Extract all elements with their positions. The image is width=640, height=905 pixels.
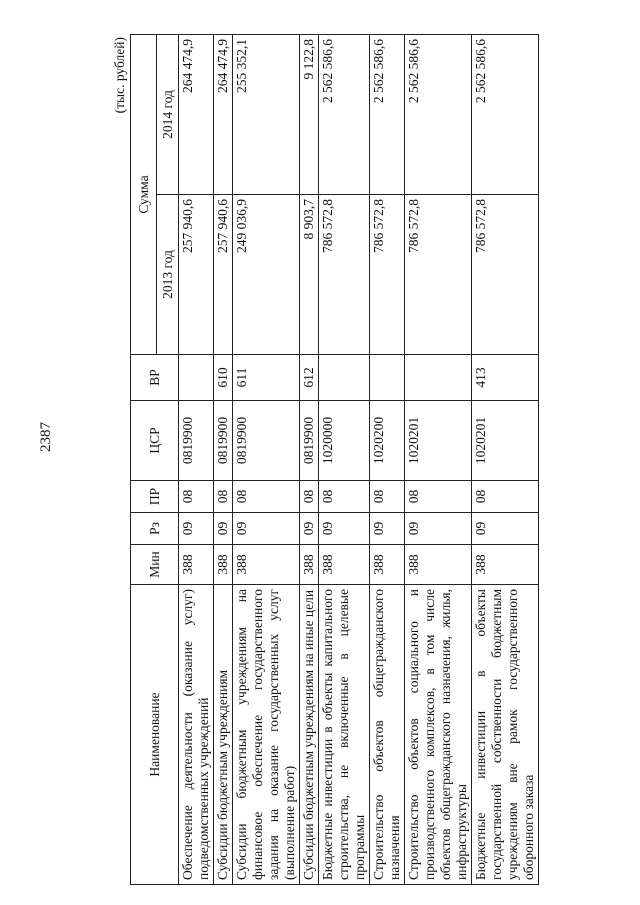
row-sum-2013: 257 940,6 <box>179 195 214 355</box>
row-min: 388 <box>405 545 472 585</box>
units-label: (тыс. рублей) <box>112 37 127 114</box>
row-min: 388 <box>370 545 405 585</box>
row-sum-2013: 249 036,9 <box>233 195 300 355</box>
row-sum-2014: 2 562 586,6 <box>370 34 405 194</box>
table-row <box>472 34 539 884</box>
table-row <box>319 34 370 884</box>
row-sum-2014: 2 562 586,6 <box>405 34 472 194</box>
table-row <box>233 34 300 884</box>
row-csr: 0819900 <box>233 401 300 481</box>
row-sum-2013: 786 572,8 <box>472 195 539 355</box>
row-pr: 08 <box>233 481 300 513</box>
row-sum-2013: 8 903,7 <box>300 195 319 355</box>
row-min: 388 <box>214 545 233 585</box>
row-name: Строительство объектов социального и производственного комплексов, в том числе объектов общегражданского назначения, жилья, инфраструктуры <box>405 585 472 885</box>
row-name: Субсидии бюджетным учреждениям на иные цели <box>300 585 319 885</box>
row-pr: 08 <box>214 481 233 513</box>
row-sum-2013: 257 940,6 <box>214 195 233 355</box>
row-csr: 1020200 <box>370 401 405 481</box>
row-vr <box>370 355 405 401</box>
row-pr: 08 <box>472 481 539 513</box>
table-row <box>214 34 233 884</box>
row-vr: 413 <box>472 355 539 401</box>
row-sum-2013: 786 572,8 <box>370 195 405 355</box>
row-rz: 09 <box>233 513 300 545</box>
row-rz: 09 <box>370 513 405 545</box>
row-sum-2014: 2 562 586,6 <box>472 34 539 194</box>
row-vr <box>179 355 214 401</box>
table-row <box>300 34 319 884</box>
row-pr: 08 <box>319 481 370 513</box>
row-rz: 09 <box>179 513 214 545</box>
row-vr <box>405 355 472 401</box>
row-name: Бюджетные инвестиции в объекты государственной собственности бюджетным учреждениям вне рамок государственного оборонного заказа <box>472 585 539 885</box>
header-rz: Рз <box>131 513 179 545</box>
header-year-2013: 2013 год <box>157 195 179 355</box>
rotated-page-content <box>110 35 539 885</box>
row-vr: 610 <box>214 355 233 401</box>
budget-table <box>130 34 539 885</box>
row-vr <box>319 355 370 401</box>
row-pr: 08 <box>370 481 405 513</box>
header-year-2014: 2014 год <box>157 34 179 194</box>
row-sum-2014: 9 122,8 <box>300 34 319 194</box>
row-pr: 08 <box>405 481 472 513</box>
table-row <box>370 34 405 884</box>
row-rz: 09 <box>405 513 472 545</box>
row-vr: 611 <box>233 355 300 401</box>
row-csr: 0819900 <box>179 401 214 481</box>
row-csr: 0819900 <box>300 401 319 481</box>
row-name: Субсидии бюджетным учреждениям <box>214 585 233 885</box>
header-min: Мин <box>131 545 179 585</box>
row-min: 388 <box>472 545 539 585</box>
row-csr: 1020201 <box>472 401 539 481</box>
row-rz: 09 <box>472 513 539 545</box>
header-pr: ПР <box>131 481 179 513</box>
row-sum-2014: 264 474,9 <box>179 34 214 194</box>
row-min: 388 <box>179 545 214 585</box>
row-csr: 1020201 <box>405 401 472 481</box>
header-name: Наименование <box>131 585 179 885</box>
row-sum-2013: 786 572,8 <box>319 195 370 355</box>
row-name: Строительство объектов общегражданского назначения <box>370 585 405 885</box>
row-name: Субсидии бюджетным учреждениям на финансовое обеспечение государственного задания на оказание государственных услуг (выполнение работ) <box>233 585 300 885</box>
row-sum-2013: 786 572,8 <box>405 195 472 355</box>
row-name: Обеспечение деятельности (оказание услуг) подведомственных учреждений <box>179 585 214 885</box>
page-number: 2387 <box>38 422 54 452</box>
row-rz: 09 <box>214 513 233 545</box>
header-vr: ВР <box>131 355 179 401</box>
row-csr: 0819900 <box>214 401 233 481</box>
table-row <box>405 34 472 884</box>
row-sum-2014: 2 562 586,6 <box>319 34 370 194</box>
header-csr: ЦСР <box>131 401 179 481</box>
row-csr: 1020000 <box>319 401 370 481</box>
header-sum: Сумма <box>131 34 157 354</box>
row-pr: 08 <box>300 481 319 513</box>
row-vr: 612 <box>300 355 319 401</box>
row-rz: 09 <box>319 513 370 545</box>
row-sum-2014: 264 474,9 <box>214 34 233 194</box>
row-min: 388 <box>300 545 319 585</box>
row-min: 388 <box>319 545 370 585</box>
row-sum-2014: 255 352,1 <box>233 34 300 194</box>
row-pr: 08 <box>179 481 214 513</box>
row-min: 388 <box>233 545 300 585</box>
table-row <box>179 34 214 884</box>
row-name: Бюджетные инвестиции в объекты капитального строительства, не включенные в целевые программы <box>319 585 370 885</box>
row-rz: 09 <box>300 513 319 545</box>
